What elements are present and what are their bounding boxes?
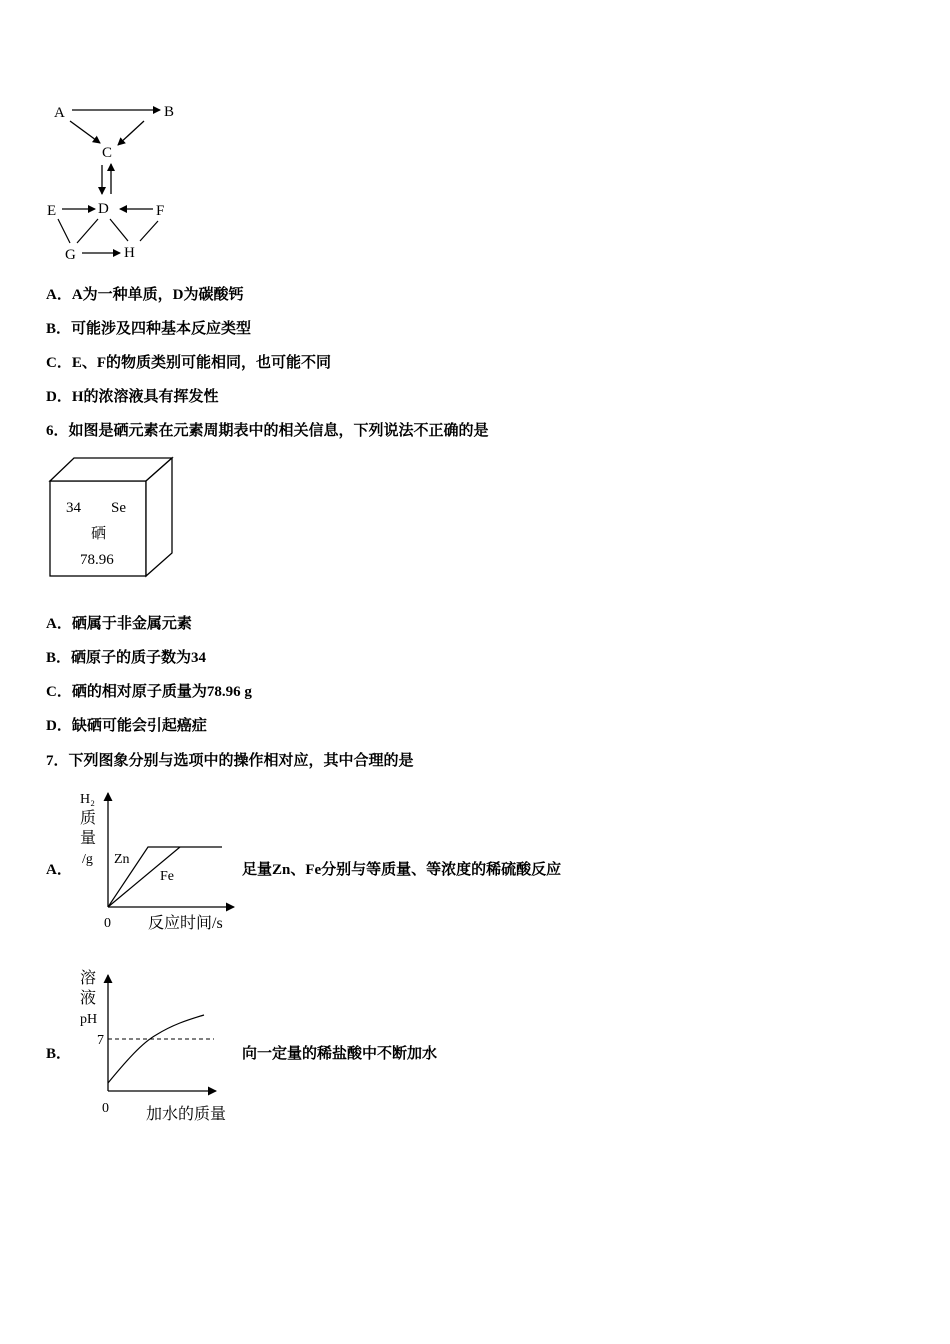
graph-b-y-label-1: 溶: [80, 970, 97, 987]
q7-option-b-letter: B．: [46, 1046, 72, 1062]
graph-b-y-label-3: pH: [80, 1012, 98, 1027]
q7-option-a-text: 足量Zn、Fe分别与等质量、等浓度的稀硫酸反应: [242, 862, 562, 878]
q6-option-c: C．硒的相对原子质量为78.96 g: [46, 684, 252, 700]
element-symbol: Se: [111, 500, 126, 516]
graph-a-x-label: 反应时间/s: [148, 915, 223, 932]
q7-option-b-text: 向一定量的稀盐酸中不断加水: [242, 1046, 438, 1062]
node-d: D: [98, 201, 109, 217]
graph-b-tick-7: 7: [97, 1033, 104, 1048]
graph-a-y-label-4: /g: [82, 852, 93, 867]
link-e-g: [58, 219, 70, 243]
atomic-mass: 78.96: [80, 552, 114, 568]
element-name: 硒: [91, 526, 107, 542]
q6-option-b: B．硒原子的质子数为34: [46, 650, 207, 666]
node-h: H: [124, 245, 135, 261]
fe-label: Fe: [160, 869, 174, 884]
q6-option-d: D．缺硒可能会引起癌症: [46, 718, 207, 734]
q5-option-b: B．可能涉及四种基本反应类型: [46, 321, 252, 337]
graph-a-y-label-2: 质: [80, 810, 97, 827]
element-cell-box: [46, 455, 178, 580]
link-d-h: [110, 219, 128, 241]
link-f-h: [140, 221, 158, 241]
graph-a-y-label-1: H₂: [80, 792, 95, 807]
q5-option-c: C．E、F的物质类别可能相同，也可能不同: [46, 355, 332, 371]
link-g-d: [77, 219, 98, 243]
q6-option-a: A．硒属于非金属元素: [46, 616, 192, 632]
graph-b-x-label: 加水的质量: [146, 1106, 227, 1123]
node-c: C: [102, 145, 113, 161]
q7-option-a-letter: A．: [46, 862, 72, 878]
q5-option-a: A．A为一种单质，D为碳酸钙: [46, 287, 244, 303]
node-b: B: [164, 104, 175, 120]
node-e: E: [47, 203, 57, 219]
graph-b-y-label-2: 液: [80, 990, 97, 1007]
reaction-network-diagram: [40, 95, 190, 270]
atomic-number: 34: [66, 500, 81, 516]
q5-option-d: D．H的浓溶液具有挥发性: [46, 389, 219, 405]
q7-graph-b: [72, 965, 242, 1125]
q7-stem: 7．下列图象分别与选项中的操作相对应，其中合理的是: [46, 753, 414, 769]
arrow-a-c: [70, 121, 100, 143]
arrow-b-c: [118, 121, 144, 145]
graph-a-origin: 0: [104, 916, 111, 931]
node-f: F: [156, 203, 165, 219]
zn-label: Zn: [114, 852, 130, 867]
ph-curve: [108, 1015, 204, 1083]
q6-stem: 6．如图是硒元素在元素周期表中的相关信息，下列说法不正确的是: [46, 423, 489, 439]
graph-b-origin: 0: [102, 1101, 109, 1116]
graph-a-y-label-3: 量: [80, 830, 97, 847]
q7-graph-a: [72, 785, 237, 935]
node-g: G: [65, 247, 76, 263]
node-a: A: [54, 105, 65, 121]
